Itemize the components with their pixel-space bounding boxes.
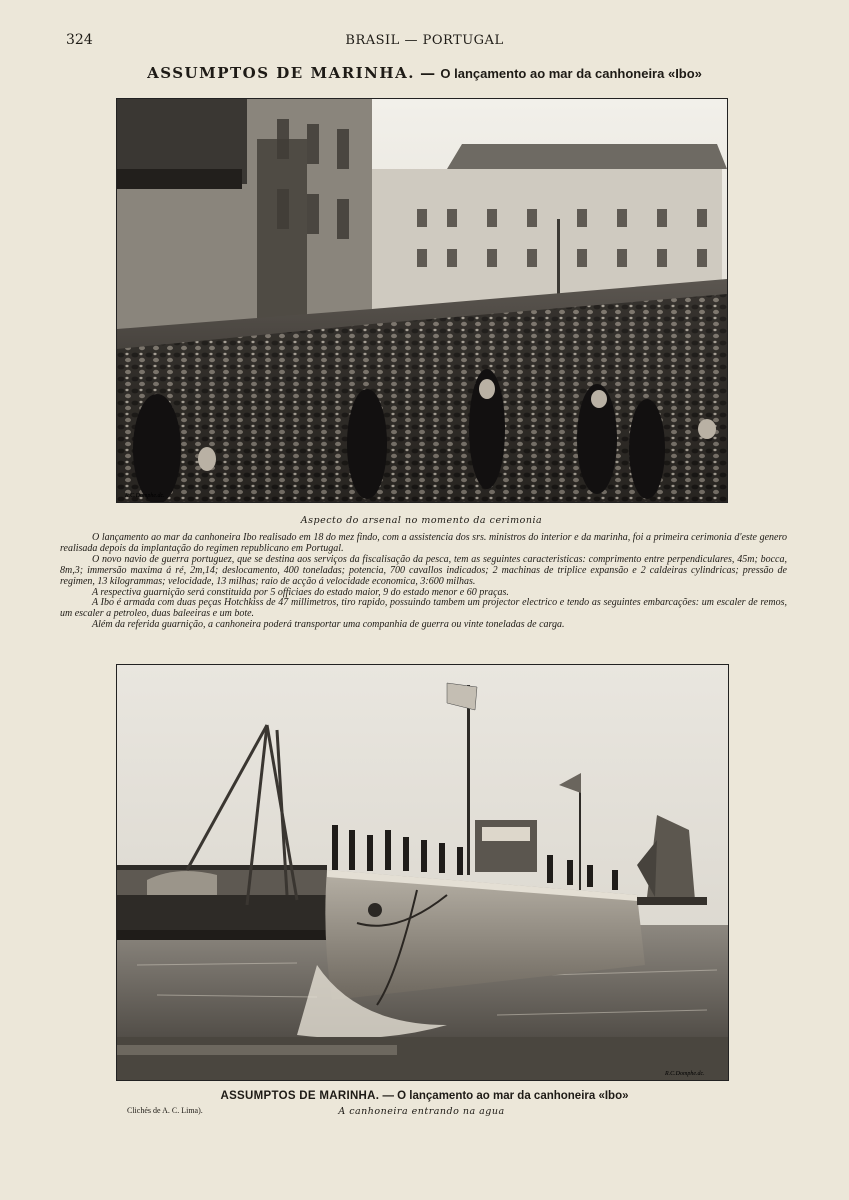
photo-gunboat-launch-image (117, 665, 728, 1080)
photo-gunboat-caption: A canhoneira entrando na agua (338, 1106, 505, 1117)
article-paragraph: O lançamento ao mar da canhoneira Ibo realisado em 18 do mez findo, com a assistencia dos srs. ministros do interior e da marinha, foi a primeira cerimonia d'este genero realisada depois da implantação do regimen republicano em Portugal. (60, 532, 787, 554)
bottom-heading-section: ASSUMPTOS DE MARINHA. (220, 1090, 380, 1102)
page-number: 324 (66, 32, 93, 48)
photo-arsenal-crowd (116, 98, 728, 503)
bottom-heading (0, 1090, 849, 1102)
article-paragraph: Além da referida guarnição, a canhoneira poderá transportar uma companhia de guerra ou vinte toneladas de carga. (92, 619, 565, 631)
article-paragraph: O novo navio de guerra portuguez, que se destina aos serviços da fiscalisação da pesca, tem as seguintes caracteristicas: comprimento entre perpendiculares, 45m; bocca, 8m,3; immersão maxima á ré, 2m,14; deslocamento, 400 toneladas; potencia, 700 cavallos indicados; 2 machinas de triplice expansão e 2 caldeiras cylindricas; pressão de regimen, 13 kilogrammas; velocidade, 13 milhas; raio de acção á velocidade economica, 3:600 milhas. (60, 553, 787, 587)
photo-credit: Clichés de A. C. Lima). (127, 1106, 203, 1115)
bottom-heading-subtitle: O lançamento ao mar da canhoneira «Ibo» (397, 1090, 629, 1102)
photo-arsenal-caption: Aspecto do arsenal no momento da cerimonia (300, 515, 543, 526)
photo-gunboat-engraver-mark: R.C.Domphe.dc. (665, 1071, 705, 1077)
photo-arsenal-crowd-image (117, 99, 727, 502)
article-paragraph: A respectiva guarnição será constituida por 5 officiaes do estado maior, 9 do estado menor e 60 praças. (92, 586, 509, 598)
bottom-heading-dash: — (379, 1090, 398, 1102)
article-body (60, 533, 787, 631)
running-head: BRASIL — PORTUGAL (345, 33, 504, 48)
top-heading-dash: — (414, 64, 441, 82)
article-paragraph: A Ibo é armada com duas peças Hotchkiss de 47 millimetros, tiro rapido, possuindo tambem um projector electrico e tendo as seguintes embarcações: um escaler de remos, um escaler a petroleo, duas baleeiras e um bote. (60, 597, 787, 620)
photo-arsenal-engraver-mark: R.C.Domphe.dc. (125, 493, 165, 499)
top-heading-subtitle: O lançamento ao mar da canhoneira «Ibo» (440, 66, 702, 81)
photo-gunboat-launch (116, 664, 729, 1081)
top-heading-section: ASSUMPTOS DE MARINHA. (147, 64, 415, 82)
top-heading (0, 64, 849, 82)
